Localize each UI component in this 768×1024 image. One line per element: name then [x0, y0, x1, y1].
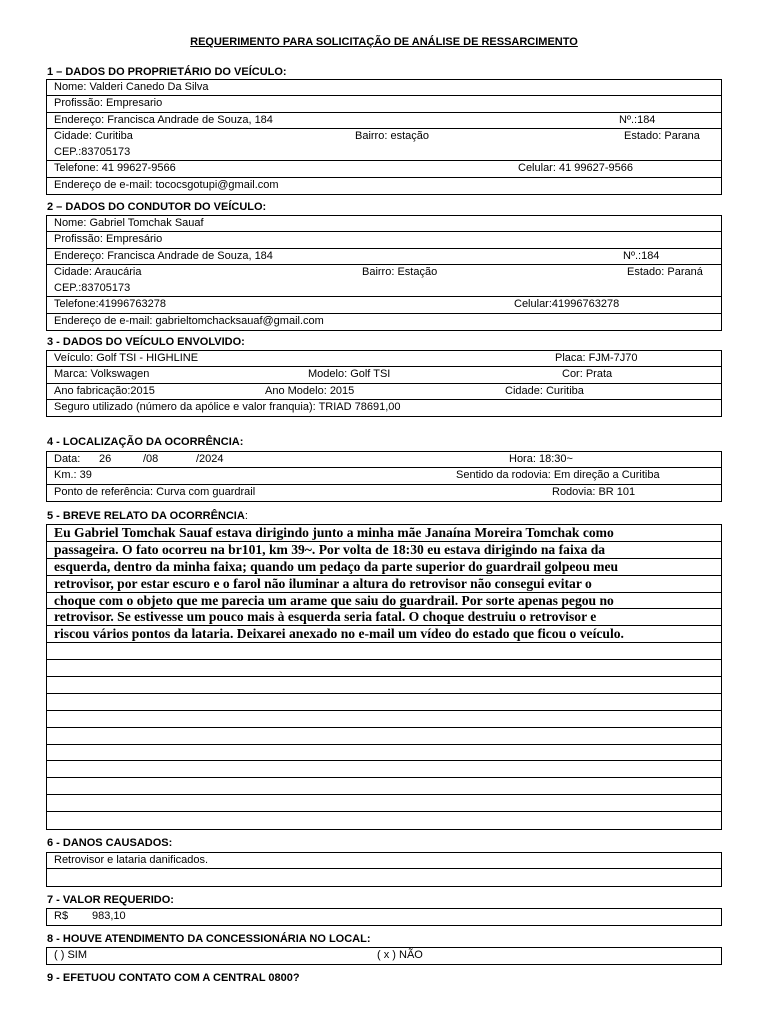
report-line	[47, 812, 721, 829]
service-no-option: ( x ) NÃO	[377, 949, 423, 961]
amount-section-heading: 7 - VALOR REQUERIDO:	[47, 894, 174, 906]
driver-state: Estado: Paraná	[627, 265, 703, 278]
driver-profession: Profissão: Empresário	[54, 233, 163, 246]
owner-number: Nº.:184	[619, 113, 656, 126]
damages-table	[46, 852, 722, 887]
report-line	[47, 728, 721, 745]
amount-row	[47, 909, 721, 925]
owner-email: Endereço de e-mail: tococsgotupi@gmail.com	[54, 178, 279, 191]
report-line: passageira. O fato ocorreu na br101, km 39~. Por volta de 18:30 eu estava dirigindo na faixa da	[47, 542, 721, 559]
vehicle-brand: Marca: Volkswagen	[54, 368, 150, 381]
driver-number: Nº.:184	[623, 249, 660, 262]
vehicle-model2: Modelo: Golf TSI	[308, 368, 391, 381]
driver-section-heading: 2 – DADOS DO CONDUTOR DO VEÍCULO:	[47, 201, 267, 213]
report-line	[47, 677, 721, 694]
date-month: /08	[143, 453, 159, 465]
report-line	[47, 711, 721, 728]
report-line	[47, 795, 721, 812]
driver-city-row	[47, 265, 721, 281]
service-section-heading: 8 - HOUVE ATENDIMENTO DA CONCESSIONÁRIA NO LOCAL:	[47, 933, 371, 945]
location-section-heading: 4 - LOCALIZAÇÃO DA OCORRÊNCIA:	[47, 436, 244, 448]
amount-table	[46, 908, 722, 926]
occurrence-time: Hora: 18:30~	[509, 453, 573, 465]
owner-city: Cidade: Curitiba	[54, 129, 133, 142]
driver-phone-row	[47, 297, 721, 313]
damages-row	[47, 853, 721, 869]
driver-profession-row	[47, 232, 721, 248]
driver-cep-row	[47, 281, 721, 297]
location-date-row	[47, 452, 721, 468]
owner-email-row	[47, 178, 721, 194]
owner-address: Endereço: Francisca Andrade de Souza, 184	[54, 113, 273, 126]
location-km: Km.: 39	[54, 469, 92, 482]
vehicle-year-row	[47, 384, 721, 400]
vehicle-insurance: Seguro utilizado (número da apólice e valor franquia): TRIAD 78691,00	[54, 400, 401, 413]
report-line: retrovisor, por estar escuro e o farol não iluminar a altura do retrovisor não consegui evitar o	[47, 576, 721, 593]
report-heading-text: 5 - BREVE RELATO DA OCORRÊNCIA	[47, 510, 245, 522]
report-heading-colon: :	[244, 510, 248, 522]
owner-section-heading: 1 – DADOS DO PROPRIETÁRIO DO VEÍCULO:	[47, 66, 287, 78]
driver-phone: Telefone:41996763278	[54, 298, 166, 311]
vehicle-year-model: Ano Modelo: 2015	[265, 384, 355, 397]
driver-city: Cidade: Araucária	[54, 265, 142, 278]
damages-empty-row	[47, 869, 721, 885]
owner-phone: Telefone: 41 99627-9566	[54, 162, 176, 175]
driver-table	[46, 215, 722, 331]
driver-name-row	[47, 216, 721, 232]
vehicle-plate: Placa: FJM-7J70	[555, 352, 638, 364]
location-km-row	[47, 468, 721, 484]
owner-mobile: Celular: 41 99627-9566	[518, 162, 633, 175]
report-section-heading	[47, 510, 248, 522]
amount-value: 983,10	[92, 910, 126, 922]
date-label: Data:	[54, 453, 81, 465]
owner-city-row	[47, 129, 721, 145]
service-row	[47, 948, 721, 964]
driver-district: Bairro: Estação	[362, 265, 438, 278]
service-yes-option: ( ) SIM	[54, 949, 87, 961]
vehicle-model: Veículo: Golf TSI - HIGHLINE	[54, 352, 199, 364]
owner-profession: Profissão: Empresario	[54, 97, 163, 110]
owner-name: Nome: Valderi Canedo Da Silva	[54, 81, 209, 93]
report-line	[47, 778, 721, 795]
vehicle-section-heading: 3 - DADOS DO VEÍCULO ENVOLVIDO:	[47, 336, 245, 348]
report-line	[47, 660, 721, 677]
report-line: esquerda, dentro da minha faixa; quando um pedaço da parte superior do guardrail golpeou meu	[47, 559, 721, 576]
vehicle-model-row	[47, 351, 721, 367]
owner-state: Estado: Parana	[624, 129, 700, 142]
driver-email-row	[47, 314, 721, 330]
vehicle-brand-row	[47, 367, 721, 383]
damages-text: Retrovisor e lataria danificados.	[54, 854, 209, 866]
report-line	[47, 761, 721, 778]
location-reference: Ponto de referência: Curva com guardrail	[54, 485, 256, 498]
owner-district: Bairro: estação	[355, 129, 429, 142]
report-line: choque com o objeto que me parecia um arame que saiu do guardrail. Por sorte apenas pegou no	[47, 593, 721, 610]
report-line	[47, 694, 721, 711]
owner-address-row	[47, 113, 721, 129]
vehicle-city: Cidade: Curitiba	[505, 384, 584, 397]
driver-address: Endereço: Francisca Andrade de Souza, 184	[54, 249, 273, 262]
vehicle-color: Cor: Prata	[562, 368, 613, 381]
report-line: riscou vários pontos da lataria. Deixarei anexado no e-mail um vídeo do estado que ficou o veículo.	[47, 626, 721, 643]
date-year: /2024	[196, 453, 224, 465]
location-reference-row	[47, 485, 721, 501]
page-title: REQUERIMENTO PARA SOLICITAÇÃO DE ANÁLISE DE RESSARCIMENTO	[190, 36, 578, 48]
owner-cep: CEP.:83705173	[54, 146, 131, 159]
vehicle-year-made: Ano fabricação:2015	[54, 384, 155, 397]
report-line	[47, 643, 721, 660]
report-line: retrovisor. Se estivesse um pouco mais à esquerda seria fatal. O choque destruiu o retrovisor e	[47, 609, 721, 626]
location-direction: Sentido da rodovia: Em direção a Curitiba	[456, 469, 660, 482]
driver-cep: CEP.:83705173	[54, 282, 131, 295]
owner-table	[46, 79, 722, 195]
owner-profession-row	[47, 96, 721, 112]
vehicle-insurance-row	[47, 400, 721, 416]
driver-email: Endereço de e-mail: gabrieltomchacksauaf@gmail.com	[54, 314, 324, 327]
owner-name-row	[47, 80, 721, 96]
driver-name: Nome: Gabriel Tomchak Sauaf	[54, 217, 204, 229]
date-day: 26	[99, 453, 112, 465]
report-table	[46, 524, 722, 830]
report-line	[47, 745, 721, 762]
damages-section-heading: 6 - DANOS CAUSADOS:	[47, 837, 173, 849]
location-highway: Rodovia: BR 101	[552, 485, 636, 498]
location-table	[46, 451, 722, 502]
amount-currency: R$	[54, 910, 69, 922]
vehicle-table	[46, 350, 722, 417]
service-table	[46, 947, 722, 965]
owner-cep-row	[47, 145, 721, 161]
contact-section-heading: 9 - EFETUOU CONTATO COM A CENTRAL 0800?	[47, 972, 300, 984]
report-line: Eu Gabriel Tomchak Sauaf estava dirigindo junto a minha mãe Janaína Moreira Tomchak como	[47, 525, 721, 542]
driver-mobile: Celular:41996763278	[514, 298, 620, 311]
owner-phone-row	[47, 161, 721, 177]
driver-address-row	[47, 249, 721, 265]
